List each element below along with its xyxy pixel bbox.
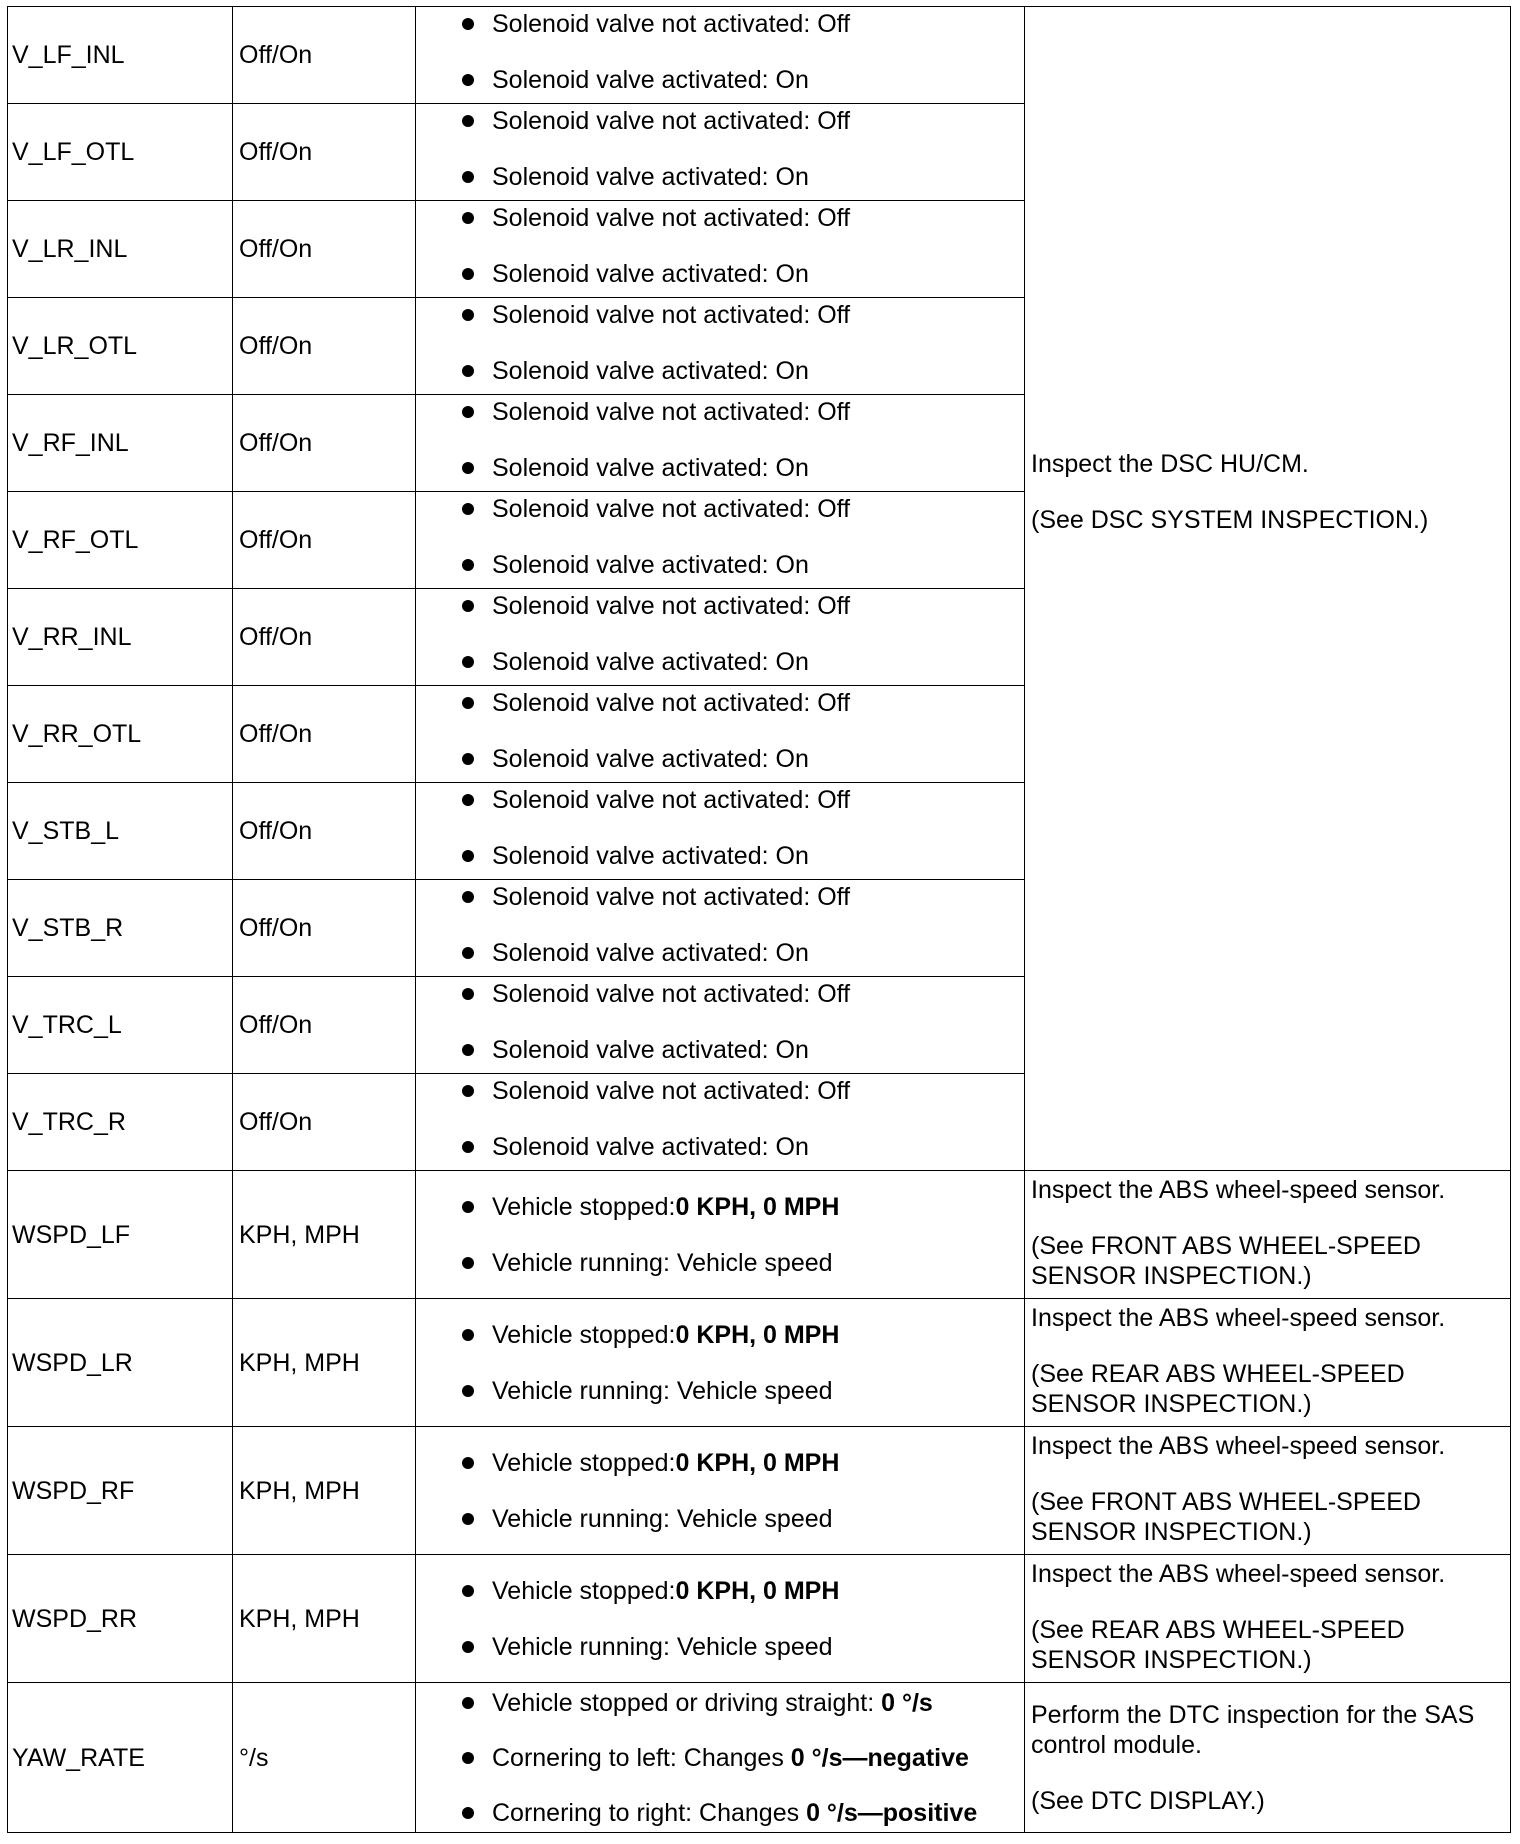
condition-item xyxy=(462,979,1018,1009)
condition-item xyxy=(462,647,1018,677)
condition-item xyxy=(462,785,1018,815)
condition-text: Solenoid valve not activated: Off xyxy=(492,689,851,717)
table-row xyxy=(8,1427,1511,1555)
pid-action xyxy=(1025,1555,1511,1683)
pid-unit: Off/On xyxy=(233,686,416,783)
reference-text: (See DSC SYSTEM INSPECTION.) xyxy=(1031,505,1429,534)
pid-unit: Off/On xyxy=(233,880,416,977)
condition-text: Solenoid valve activated: On xyxy=(492,163,809,191)
pid-unit: KPH, MPH xyxy=(233,1299,416,1427)
condition-item xyxy=(462,938,1018,968)
condition-item xyxy=(462,494,1018,524)
pid-name: V_LF_OTL xyxy=(8,104,233,201)
pid-unit: °/s xyxy=(233,1683,416,1833)
pid-name: V_LF_INL xyxy=(8,7,233,104)
bullet-icon xyxy=(462,1807,474,1819)
condition-item xyxy=(462,1798,1018,1828)
condition-list xyxy=(462,1076,1018,1162)
condition-text: Vehicle running: Vehicle speed xyxy=(492,1248,833,1277)
bullet-icon xyxy=(462,1752,474,1764)
condition-list xyxy=(462,397,1018,483)
condition-text: Solenoid valve not activated: Off xyxy=(492,495,851,523)
pid-name: V_STB_R xyxy=(8,880,233,977)
condition-text: Vehicle running: Vehicle speed xyxy=(492,1376,833,1405)
bullet-icon xyxy=(462,1585,474,1597)
pid-unit: KPH, MPH xyxy=(233,1555,416,1683)
condition-text: Solenoid valve activated: On xyxy=(492,1133,809,1161)
reference-text: (See REAR ABS WHEEL-SPEED SENSOR INSPECTION.) xyxy=(1031,1360,1405,1418)
pid-unit: Off/On xyxy=(233,783,416,880)
condition-item xyxy=(462,9,1018,39)
pid-name: WSPD_RR xyxy=(8,1555,233,1683)
condition-item xyxy=(462,688,1018,718)
pid-unit: Off/On xyxy=(233,395,416,492)
condition-list xyxy=(462,785,1018,871)
condition-list xyxy=(462,494,1018,580)
condition-list xyxy=(462,1576,1018,1662)
reference-text: (See DTC DISPLAY.) xyxy=(1031,1786,1265,1815)
condition-text: Solenoid valve activated: On xyxy=(492,551,809,579)
action-text: Inspect the ABS wheel-speed sensor. xyxy=(1031,1432,1446,1460)
condition-item xyxy=(462,1688,1018,1718)
condition-item xyxy=(462,1376,1018,1406)
condition-value: 0 °/s—negative xyxy=(790,1743,969,1772)
condition-text: Cornering to right: Changes xyxy=(492,1798,807,1827)
pid-unit: Off/On xyxy=(233,492,416,589)
bullet-icon xyxy=(462,115,474,127)
bullet-icon xyxy=(462,309,474,321)
pid-condition xyxy=(416,1555,1025,1683)
pid-name: V_TRC_R xyxy=(8,1074,233,1171)
condition-item xyxy=(462,841,1018,871)
pid-unit: Off/On xyxy=(233,977,416,1074)
condition-list xyxy=(462,882,1018,968)
bullet-icon xyxy=(462,1201,474,1213)
condition-item xyxy=(462,65,1018,95)
pid-name: V_RR_INL xyxy=(8,589,233,686)
condition-item xyxy=(462,1448,1018,1478)
bullet-icon xyxy=(462,1697,474,1709)
pid-unit: KPH, MPH xyxy=(233,1171,416,1299)
condition-item xyxy=(462,1320,1018,1350)
condition-item xyxy=(462,1035,1018,1065)
reference-text: (See FRONT ABS WHEEL-SPEED SENSOR INSPECTION.) xyxy=(1031,1488,1421,1546)
condition-text: Vehicle running: Vehicle speed xyxy=(492,1632,833,1661)
bullet-icon xyxy=(462,697,474,709)
condition-text: Solenoid valve not activated: Off xyxy=(492,107,851,135)
bullet-icon xyxy=(462,656,474,668)
condition-list xyxy=(462,9,1018,95)
condition-item xyxy=(462,259,1018,289)
bullet-icon xyxy=(462,794,474,806)
condition-text: Vehicle stopped: xyxy=(492,1192,676,1221)
action-text: Inspect the DSC HU/CM. xyxy=(1031,449,1309,478)
condition-item xyxy=(462,1632,1018,1662)
bullet-icon xyxy=(462,850,474,862)
condition-list xyxy=(462,1688,1018,1828)
condition-text: Solenoid valve activated: On xyxy=(492,1036,809,1064)
pid-condition xyxy=(416,977,1025,1074)
pid-monitor-table xyxy=(7,6,1511,1833)
condition-item xyxy=(462,591,1018,621)
condition-value: 0 °/s xyxy=(881,1688,933,1717)
bullet-icon xyxy=(462,1044,474,1056)
bullet-icon xyxy=(462,1329,474,1341)
condition-list xyxy=(462,1448,1018,1534)
pid-name: WSPD_LF xyxy=(8,1171,233,1299)
condition-item xyxy=(462,1192,1018,1222)
condition-text: Vehicle stopped or driving straight: xyxy=(492,1688,882,1717)
pid-condition xyxy=(416,589,1025,686)
bullet-icon xyxy=(462,365,474,377)
pid-name: V_RF_OTL xyxy=(8,492,233,589)
bullet-icon xyxy=(462,406,474,418)
action-text: Perform the DTC inspection for the SAS control module. xyxy=(1031,1700,1475,1759)
bullet-icon xyxy=(462,462,474,474)
bullet-icon xyxy=(462,1257,474,1269)
condition-value: 0 KPH, 0 MPH xyxy=(675,1448,840,1477)
pid-name: V_RR_OTL xyxy=(8,686,233,783)
condition-text: Solenoid valve not activated: Off xyxy=(492,301,851,329)
pid-unit: Off/On xyxy=(233,298,416,395)
pid-name: WSPD_LR xyxy=(8,1299,233,1427)
pid-condition xyxy=(416,1683,1025,1833)
condition-text: Vehicle running: Vehicle speed xyxy=(492,1504,833,1533)
pid-name: V_RF_INL xyxy=(8,395,233,492)
bullet-icon xyxy=(462,1385,474,1397)
condition-text: Solenoid valve activated: On xyxy=(492,357,809,385)
bullet-icon xyxy=(462,268,474,280)
condition-list xyxy=(462,203,1018,289)
pid-condition xyxy=(416,1171,1025,1299)
condition-item xyxy=(462,1248,1018,1278)
condition-list xyxy=(462,591,1018,677)
bullet-icon xyxy=(462,212,474,224)
condition-value: 0 KPH, 0 MPH xyxy=(675,1320,840,1349)
pid-unit: Off/On xyxy=(233,201,416,298)
pid-name: V_TRC_L xyxy=(8,977,233,1074)
condition-list xyxy=(462,1192,1018,1278)
condition-item xyxy=(462,1076,1018,1106)
table-row xyxy=(8,1171,1511,1299)
condition-item xyxy=(462,300,1018,330)
pid-action xyxy=(1025,1427,1511,1555)
pid-condition xyxy=(416,104,1025,201)
pid-condition xyxy=(416,298,1025,395)
condition-item xyxy=(462,1743,1018,1773)
condition-list xyxy=(462,300,1018,386)
condition-text: Solenoid valve not activated: Off xyxy=(492,10,851,38)
condition-item xyxy=(462,550,1018,580)
condition-list xyxy=(462,979,1018,1065)
action-text: Inspect the ABS wheel-speed sensor. xyxy=(1031,1304,1446,1332)
pid-condition xyxy=(416,1299,1025,1427)
bullet-icon xyxy=(462,74,474,86)
pid-action xyxy=(1025,1683,1511,1833)
condition-text: Cornering to left: Changes xyxy=(492,1743,791,1772)
pid-condition xyxy=(416,395,1025,492)
condition-item xyxy=(462,356,1018,386)
pid-condition xyxy=(416,1074,1025,1171)
condition-text: Solenoid valve not activated: Off xyxy=(492,204,851,232)
bullet-icon xyxy=(462,988,474,1000)
condition-value: 0 °/s—positive xyxy=(806,1798,978,1827)
condition-text: Vehicle stopped: xyxy=(492,1448,676,1477)
pid-name: V_LR_OTL xyxy=(8,298,233,395)
condition-item xyxy=(462,203,1018,233)
condition-item xyxy=(462,1132,1018,1162)
pid-unit: Off/On xyxy=(233,7,416,104)
condition-text: Solenoid valve not activated: Off xyxy=(492,980,851,1008)
condition-text: Solenoid valve not activated: Off xyxy=(492,398,851,426)
condition-value: 0 KPH, 0 MPH xyxy=(675,1576,840,1605)
condition-item xyxy=(462,106,1018,136)
pid-unit: Off/On xyxy=(233,589,416,686)
table-row xyxy=(8,1555,1511,1683)
condition-text: Solenoid valve activated: On xyxy=(492,260,809,288)
condition-text: Solenoid valve activated: On xyxy=(492,648,809,676)
condition-list xyxy=(462,106,1018,192)
bullet-icon xyxy=(462,600,474,612)
bullet-icon xyxy=(462,171,474,183)
pid-action xyxy=(1025,1171,1511,1299)
condition-text: Solenoid valve not activated: Off xyxy=(492,883,851,911)
pid-table-body xyxy=(8,7,1511,1833)
pid-unit: KPH, MPH xyxy=(233,1427,416,1555)
bullet-icon xyxy=(462,1513,474,1525)
bullet-icon xyxy=(462,503,474,515)
pid-condition xyxy=(416,492,1025,589)
condition-item xyxy=(462,162,1018,192)
pid-condition xyxy=(416,7,1025,104)
bullet-icon xyxy=(462,947,474,959)
reference-text: (See FRONT ABS WHEEL-SPEED SENSOR INSPECTION.) xyxy=(1031,1232,1421,1290)
pid-condition xyxy=(416,1427,1025,1555)
pid-name: YAW_RATE xyxy=(8,1683,233,1833)
bullet-icon xyxy=(462,18,474,30)
condition-text: Solenoid valve activated: On xyxy=(492,939,809,967)
action-text: Inspect the ABS wheel-speed sensor. xyxy=(1031,1176,1446,1204)
condition-text: Solenoid valve activated: On xyxy=(492,66,809,94)
bullet-icon xyxy=(462,1085,474,1097)
pid-condition xyxy=(416,783,1025,880)
condition-text: Solenoid valve activated: On xyxy=(492,745,809,773)
condition-text: Solenoid valve not activated: Off xyxy=(492,1077,851,1105)
pid-name: V_STB_L xyxy=(8,783,233,880)
condition-text: Solenoid valve not activated: Off xyxy=(492,786,851,814)
condition-item xyxy=(462,397,1018,427)
pid-condition xyxy=(416,201,1025,298)
solenoid-action-cell xyxy=(1025,7,1511,1171)
pid-condition xyxy=(416,880,1025,977)
condition-item xyxy=(462,1504,1018,1534)
bullet-icon xyxy=(462,753,474,765)
bullet-icon xyxy=(462,1457,474,1469)
condition-list xyxy=(462,688,1018,774)
pid-unit: Off/On xyxy=(233,104,416,201)
condition-text: Solenoid valve activated: On xyxy=(492,454,809,482)
condition-item xyxy=(462,453,1018,483)
table-row xyxy=(8,1299,1511,1427)
condition-text: Solenoid valve activated: On xyxy=(492,842,809,870)
pid-condition xyxy=(416,686,1025,783)
bullet-icon xyxy=(462,1141,474,1153)
pid-name: WSPD_RF xyxy=(8,1427,233,1555)
reference-text: (See REAR ABS WHEEL-SPEED SENSOR INSPECTION.) xyxy=(1031,1616,1405,1674)
condition-list xyxy=(462,1320,1018,1406)
bullet-icon xyxy=(462,559,474,571)
action-text: Inspect the ABS wheel-speed sensor. xyxy=(1031,1560,1446,1588)
bullet-icon xyxy=(462,891,474,903)
table-row xyxy=(8,1683,1511,1833)
condition-item xyxy=(462,882,1018,912)
condition-text: Vehicle stopped: xyxy=(492,1320,676,1349)
condition-text: Solenoid valve not activated: Off xyxy=(492,592,851,620)
bullet-icon xyxy=(462,1641,474,1653)
condition-item xyxy=(462,1576,1018,1606)
pid-name: V_LR_INL xyxy=(8,201,233,298)
pid-unit: Off/On xyxy=(233,1074,416,1171)
pid-action xyxy=(1025,1299,1511,1427)
condition-text: Vehicle stopped: xyxy=(492,1576,676,1605)
condition-item xyxy=(462,744,1018,774)
table-row xyxy=(8,7,1511,104)
condition-value: 0 KPH, 0 MPH xyxy=(675,1192,840,1221)
